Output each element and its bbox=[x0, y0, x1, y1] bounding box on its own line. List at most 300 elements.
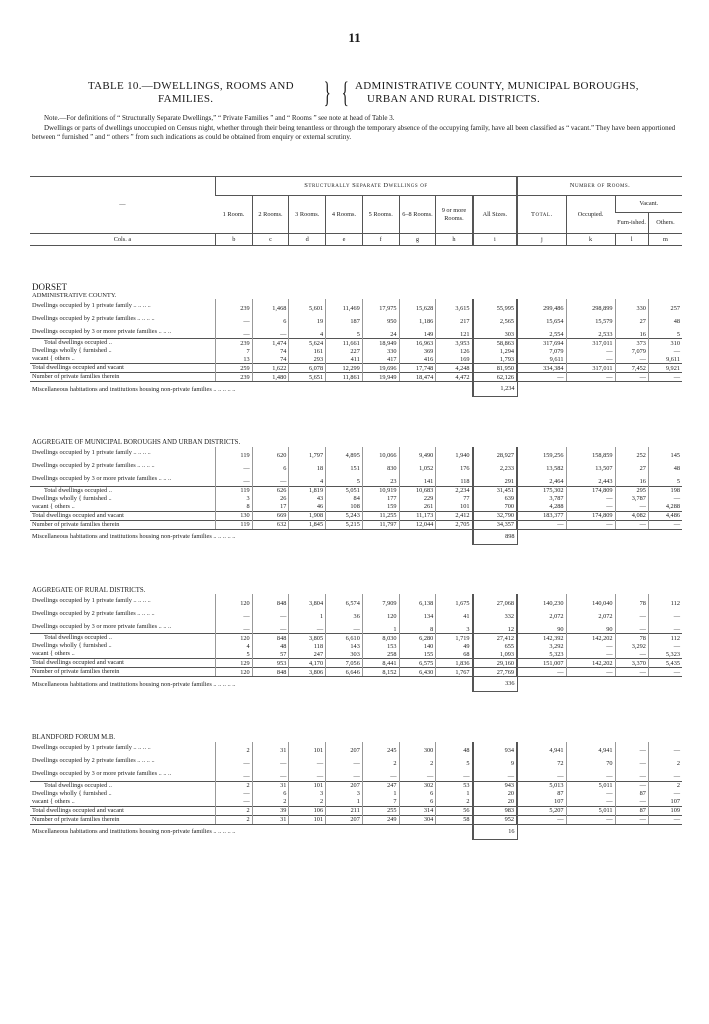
table-cell: 17,975 bbox=[362, 299, 399, 312]
row-label: Number of private families therein bbox=[30, 520, 215, 529]
row-label: vacant { others .. bbox=[32, 355, 75, 363]
table-cell: 207 bbox=[326, 742, 363, 755]
table-cell: 48 bbox=[252, 642, 289, 650]
vacant-header: Vacant. bbox=[615, 196, 682, 213]
section-heading bbox=[30, 439, 682, 447]
table-row bbox=[30, 473, 682, 487]
table-cell: 207 bbox=[326, 815, 363, 824]
table-cell: — bbox=[648, 620, 682, 634]
row-label: Dwellings occupied by 1 private family .. .. .. .. bbox=[32, 596, 151, 604]
table-cell: 12,299 bbox=[326, 364, 363, 373]
page-number: 11 bbox=[348, 30, 361, 45]
table-cell: 134 bbox=[399, 607, 436, 620]
table-cell: — bbox=[566, 815, 615, 824]
table-cell: 43 bbox=[289, 495, 326, 503]
col-header: 6–8 Rooms. bbox=[399, 196, 436, 234]
table-row bbox=[30, 650, 682, 659]
table-row bbox=[30, 755, 682, 768]
table-cell: 2,412 bbox=[436, 511, 473, 520]
note-definitions: Note.—For definitions of “ Structurally Separate Dwellings,” “ Private Families ” and “ Rooms ” see note at head of Table 3. bbox=[44, 114, 395, 122]
table-cell: 9,921 bbox=[648, 364, 682, 373]
col-letter: d bbox=[289, 234, 326, 246]
table-cell: 5 bbox=[648, 473, 682, 487]
table-cell: 310 bbox=[648, 339, 682, 348]
table-cell: 11,797 bbox=[362, 520, 399, 529]
table-cell: 108 bbox=[326, 503, 363, 512]
right-brace: } bbox=[323, 76, 331, 109]
table-row bbox=[30, 447, 682, 460]
table-cell: 1,294 bbox=[473, 347, 518, 355]
table-title bbox=[88, 80, 294, 106]
table-cell: 11,661 bbox=[326, 339, 363, 348]
table-cell: 48 bbox=[648, 460, 682, 473]
table-cell: 1 bbox=[289, 607, 326, 620]
table-cell: 9,490 bbox=[399, 447, 436, 460]
table-cell: 416 bbox=[399, 355, 436, 364]
table-cell: 247 bbox=[289, 650, 326, 659]
table-cell: 27,412 bbox=[473, 634, 518, 643]
row-label: vacant { others .. bbox=[32, 797, 75, 805]
table-cell: 56 bbox=[436, 806, 473, 815]
table-cell: 177 bbox=[362, 495, 399, 503]
table-cell: 1,836 bbox=[436, 659, 473, 668]
table-cell: 7 bbox=[362, 798, 399, 807]
table-cell: 417 bbox=[362, 355, 399, 364]
table-cell: — bbox=[215, 325, 252, 339]
table-cell: 1,819 bbox=[289, 486, 326, 495]
table-cell: 247 bbox=[362, 781, 399, 790]
table-cell: 1,186 bbox=[399, 312, 436, 325]
table-cell: 983 bbox=[473, 806, 518, 815]
table-scope bbox=[355, 80, 639, 106]
row-label: Dwellings wholly { furnished .. bbox=[32, 494, 112, 502]
table-row bbox=[30, 511, 682, 520]
col-header: Occupied. bbox=[566, 196, 615, 234]
table-cell: 1,908 bbox=[289, 511, 326, 520]
row-label: vacant { others .. bbox=[32, 650, 75, 658]
table-cell: 848 bbox=[252, 634, 289, 643]
table-cell: 1,940 bbox=[436, 447, 473, 460]
row-label: Number of private families therein bbox=[30, 815, 215, 824]
table-row bbox=[30, 768, 682, 782]
table-cell: 174,809 bbox=[566, 511, 615, 520]
table-cell: 1,474 bbox=[252, 339, 289, 348]
table-cell: 28,927 bbox=[473, 447, 518, 460]
table-cell: 140,230 bbox=[517, 594, 566, 607]
table-cell: 8 bbox=[399, 620, 436, 634]
table-cell: 77 bbox=[436, 495, 473, 503]
table-cell: — bbox=[648, 607, 682, 620]
table-cell: 2 bbox=[648, 755, 682, 768]
table-cell: 9,611 bbox=[517, 355, 566, 364]
table-cell: 112 bbox=[648, 634, 682, 643]
misc-row bbox=[30, 529, 682, 544]
table-cell: 12 bbox=[473, 620, 518, 634]
table-cell: 1,622 bbox=[252, 364, 289, 373]
table-cell: 55,995 bbox=[473, 299, 518, 312]
table-cell: — bbox=[615, 798, 648, 807]
table-cell: 5,624 bbox=[289, 339, 326, 348]
table-cell: 16,963 bbox=[399, 339, 436, 348]
table-cell: — bbox=[517, 668, 566, 677]
table-cell: 239 bbox=[215, 373, 252, 382]
table-cell: — bbox=[215, 607, 252, 620]
table-cell: 1,845 bbox=[289, 520, 326, 529]
table-cell: 9 bbox=[473, 755, 518, 768]
table-cell: 4 bbox=[289, 325, 326, 339]
table-cell: 36 bbox=[326, 607, 363, 620]
table-row bbox=[30, 373, 682, 382]
table-cell: 143 bbox=[326, 642, 363, 650]
table-cell: — bbox=[252, 473, 289, 487]
row-label: Total dwellings occupied .. bbox=[30, 339, 215, 348]
col-letter: g bbox=[399, 234, 436, 246]
table-cell: — bbox=[215, 768, 252, 782]
misc-row bbox=[30, 382, 682, 397]
table-cell: 8,152 bbox=[362, 668, 399, 677]
table-cell: 2 bbox=[399, 755, 436, 768]
table-row bbox=[30, 486, 682, 495]
table-cell: 632 bbox=[252, 520, 289, 529]
table-cell: 5 bbox=[326, 473, 363, 487]
row-label: Dwellings occupied by 3 or more private families .. .. .. bbox=[32, 475, 172, 483]
left-brace: { bbox=[341, 76, 349, 109]
misc-fill bbox=[517, 529, 682, 544]
row-label: Number of private families therein bbox=[30, 668, 215, 677]
section-name: BLANDFORD FORUM M.B. bbox=[32, 734, 116, 741]
table-cell: 11,861 bbox=[326, 373, 363, 382]
table-cell: — bbox=[252, 325, 289, 339]
table-cell: 5 bbox=[326, 325, 363, 339]
table-cell: — bbox=[615, 668, 648, 677]
table-cell: 1,480 bbox=[252, 373, 289, 382]
table-cell: 34,357 bbox=[473, 520, 518, 529]
gap-cell bbox=[30, 246, 682, 285]
table-cell: 261 bbox=[399, 503, 436, 512]
table-cell: 175,302 bbox=[517, 486, 566, 495]
col-header: 2 Rooms. bbox=[252, 196, 289, 234]
table-cell: 298,899 bbox=[566, 299, 615, 312]
row-label: Dwellings occupied by 1 private family .. .. .. .. bbox=[32, 301, 151, 309]
table-cell: 18 bbox=[289, 460, 326, 473]
table-cell: 255 bbox=[362, 806, 399, 815]
table-cell: 31 bbox=[252, 815, 289, 824]
table-cell: 373 bbox=[615, 339, 648, 348]
table-cell: 15,579 bbox=[566, 312, 615, 325]
table-cell: 207 bbox=[326, 781, 363, 790]
table-cell: 2 bbox=[252, 798, 289, 807]
table-cell: 151 bbox=[326, 460, 363, 473]
table-cell: — bbox=[252, 620, 289, 634]
table-cell: 6,430 bbox=[399, 668, 436, 677]
table-row bbox=[30, 347, 682, 355]
table-cell: — bbox=[648, 790, 682, 798]
table-cell: 5,651 bbox=[289, 373, 326, 382]
table-cell: 4,895 bbox=[326, 447, 363, 460]
note-vacant: Dwellings or parts of dwellings unoccupied on Census night, whether through their being tenantless or through the temporary absence of the occupying family, have all been classified as “ vacant.” They have been apportioned between “ furnished ” and “ others ” from such indications as could be obtained from enquiry or external scrutiny. bbox=[32, 124, 676, 141]
table-cell: 31 bbox=[252, 781, 289, 790]
table-title-line2: FAMILIES. bbox=[158, 93, 214, 105]
table-cell: 7,079 bbox=[517, 347, 566, 355]
table-cell: — bbox=[326, 755, 363, 768]
table-cell: 10,066 bbox=[362, 447, 399, 460]
table-cell: 3,787 bbox=[517, 495, 566, 503]
table-cell: 20 bbox=[473, 790, 518, 798]
table-cell: 142,202 bbox=[566, 634, 615, 643]
table-cell: 20 bbox=[473, 798, 518, 807]
table-cell: — bbox=[566, 520, 615, 529]
table-cell: 6 bbox=[252, 312, 289, 325]
table-cell: 300 bbox=[399, 742, 436, 755]
table-cell: — bbox=[648, 815, 682, 824]
table-cell: 943 bbox=[473, 781, 518, 790]
misc-row bbox=[30, 677, 682, 692]
row-label: Dwellings occupied by 2 private families .. .. .. .. bbox=[32, 462, 155, 470]
table-cell: 31 bbox=[252, 742, 289, 755]
table-cell: — bbox=[566, 642, 615, 650]
table-cell: 3,805 bbox=[289, 634, 326, 643]
col-header: 4 Rooms. bbox=[326, 196, 363, 234]
section-gap bbox=[30, 397, 682, 440]
table-row bbox=[30, 642, 682, 650]
table-cell: — bbox=[566, 668, 615, 677]
table-cell: — bbox=[615, 620, 648, 634]
table-cell: 78 bbox=[615, 594, 648, 607]
table-cell: 1,797 bbox=[289, 447, 326, 460]
table-cell: 6,575 bbox=[399, 659, 436, 668]
table-cell: 112 bbox=[648, 594, 682, 607]
table-cell: 7 bbox=[215, 347, 252, 355]
row-label: Dwellings occupied by 2 private families .. .. .. .. bbox=[32, 314, 155, 322]
table-cell: 24 bbox=[362, 325, 399, 339]
table-cell: — bbox=[517, 768, 566, 782]
table-cell: 11,469 bbox=[326, 299, 363, 312]
section-gap bbox=[30, 544, 682, 587]
table-cell: 159 bbox=[362, 503, 399, 512]
table-cell: 107 bbox=[648, 798, 682, 807]
col-header: 1 Room. bbox=[222, 210, 245, 218]
col-letter: f bbox=[362, 234, 399, 246]
table-cell: 6,646 bbox=[326, 668, 363, 677]
table-cell: 4 bbox=[289, 473, 326, 487]
table-cell: — bbox=[215, 620, 252, 634]
table-cell: 32,790 bbox=[473, 511, 518, 520]
table-cell: 58 bbox=[436, 815, 473, 824]
table-cell: — bbox=[615, 503, 648, 512]
table-cell: 700 bbox=[473, 503, 518, 512]
section-gap bbox=[30, 246, 682, 285]
table-cell: 70 bbox=[566, 755, 615, 768]
table-cell: — bbox=[615, 742, 648, 755]
column-letters-row bbox=[30, 234, 682, 246]
table-cell: 830 bbox=[362, 460, 399, 473]
table-cell: 23 bbox=[362, 473, 399, 487]
table-cell: 3,787 bbox=[615, 495, 648, 503]
table-cell: 334,384 bbox=[517, 364, 566, 373]
table-cell: 74 bbox=[252, 347, 289, 355]
table-cell: 3 bbox=[289, 790, 326, 798]
table-cell: 53 bbox=[436, 781, 473, 790]
table-cell: 239 bbox=[215, 339, 252, 348]
table-row bbox=[30, 339, 682, 348]
table-cell: 118 bbox=[436, 473, 473, 487]
table-cell: — bbox=[566, 768, 615, 782]
table-cell: 3,804 bbox=[289, 594, 326, 607]
table-cell: — bbox=[566, 373, 615, 382]
table-cell: 252 bbox=[615, 447, 648, 460]
note bbox=[32, 114, 692, 143]
table-cell: — bbox=[215, 460, 252, 473]
table-cell: 5,435 bbox=[648, 659, 682, 668]
table-cell: 5,011 bbox=[566, 806, 615, 815]
table-cell: 4,486 bbox=[648, 511, 682, 520]
table-cell: 4 bbox=[215, 642, 252, 650]
table-cell: 5 bbox=[648, 325, 682, 339]
table-row bbox=[30, 620, 682, 634]
table-cell: — bbox=[215, 473, 252, 487]
gap-cell bbox=[30, 692, 682, 735]
table-cell: 119 bbox=[215, 520, 252, 529]
table-cell: 2 bbox=[215, 815, 252, 824]
table-row bbox=[30, 607, 682, 620]
col-header: 9 or more Rooms. bbox=[436, 196, 473, 234]
table-cell: 29,160 bbox=[473, 659, 518, 668]
col-letter: m bbox=[648, 234, 682, 246]
table-cell: 1 bbox=[326, 798, 363, 807]
table-cell: 934 bbox=[473, 742, 518, 755]
table-cell: — bbox=[399, 768, 436, 782]
table-cell: 1,719 bbox=[436, 634, 473, 643]
section-name: DORSET bbox=[32, 282, 68, 292]
table-cell: 291 bbox=[473, 473, 518, 487]
table-cell: — bbox=[648, 668, 682, 677]
table-cell: 16 bbox=[615, 473, 648, 487]
table-cell: 155 bbox=[399, 650, 436, 659]
table-cell: 9,611 bbox=[648, 355, 682, 364]
row-label: Total dwellings occupied .. bbox=[30, 781, 215, 790]
table-cell: 3 bbox=[215, 495, 252, 503]
table-cell: 68 bbox=[436, 650, 473, 659]
table-cell: — bbox=[215, 790, 252, 798]
table-cell: — bbox=[215, 798, 252, 807]
stub-header: — bbox=[119, 201, 126, 209]
table-cell: 6,280 bbox=[399, 634, 436, 643]
table-cell: 142,202 bbox=[566, 659, 615, 668]
table-cell: 141 bbox=[399, 473, 436, 487]
col-header: 5 Rooms. bbox=[362, 196, 399, 234]
table-row bbox=[30, 659, 682, 668]
table-cell: 151,007 bbox=[517, 659, 566, 668]
misc-fill bbox=[517, 824, 682, 839]
table-cell: 952 bbox=[473, 815, 518, 824]
misc-row bbox=[30, 824, 682, 839]
table-cell: 302 bbox=[399, 781, 436, 790]
table-cell: 130 bbox=[215, 511, 252, 520]
table-cell: — bbox=[615, 520, 648, 529]
table-row bbox=[30, 520, 682, 529]
table-cell: 169 bbox=[436, 355, 473, 364]
table-cell: 17,748 bbox=[399, 364, 436, 373]
table-cell: 2 bbox=[289, 798, 326, 807]
table-cell: 211 bbox=[326, 806, 363, 815]
table-cell: 5,207 bbox=[517, 806, 566, 815]
col-header: Furn-ished. bbox=[617, 219, 646, 227]
table-cell: 5,601 bbox=[289, 299, 326, 312]
misc-value: 898 bbox=[473, 529, 518, 544]
table-cell: 1,052 bbox=[399, 460, 436, 473]
table-cell: — bbox=[566, 347, 615, 355]
table-cell: 62,126 bbox=[473, 373, 518, 382]
table-cell: 8,441 bbox=[362, 659, 399, 668]
table-cell: — bbox=[648, 768, 682, 782]
table-row bbox=[30, 594, 682, 607]
table-cell: 87 bbox=[615, 806, 648, 815]
row-label: Total dwellings occupied .. bbox=[30, 486, 215, 495]
table-cell: 245 bbox=[362, 742, 399, 755]
table-cell: 304 bbox=[399, 815, 436, 824]
misc-label: Miscellaneous habitations and institutions housing non-private families .. .. .. .. .. bbox=[32, 680, 236, 688]
table-cell: 330 bbox=[362, 347, 399, 355]
table-cell: 19,949 bbox=[362, 373, 399, 382]
table-cell: 58,863 bbox=[473, 339, 518, 348]
table-cell: 3,292 bbox=[517, 642, 566, 650]
table-row bbox=[30, 790, 682, 798]
group-header-rooms: Number of Rooms. bbox=[517, 177, 682, 196]
table-cell: 4,170 bbox=[289, 659, 326, 668]
table-cell: — bbox=[566, 495, 615, 503]
row-label: Dwellings occupied by 2 private families .. .. .. .. bbox=[32, 757, 155, 765]
table-cell: 12,044 bbox=[399, 520, 436, 529]
table-cell: 369 bbox=[399, 347, 436, 355]
misc-label: Miscellaneous habitations and institutions housing non-private families .. .. .. .. .. bbox=[32, 385, 236, 393]
table-cell: 6,138 bbox=[399, 594, 436, 607]
table-scope-line1: ADMINISTRATIVE COUNTY, MUNICIPAL BOROUGHS, bbox=[355, 80, 639, 92]
table-cell: — bbox=[615, 607, 648, 620]
table-cell: 107 bbox=[517, 798, 566, 807]
table-cell: — bbox=[566, 798, 615, 807]
row-label: Dwellings occupied by 3 or more private families .. .. .. bbox=[32, 770, 172, 778]
table-cell: 655 bbox=[473, 642, 518, 650]
section-gap bbox=[30, 692, 682, 735]
table-cell: 3 bbox=[436, 620, 473, 634]
table-cell: 217 bbox=[436, 312, 473, 325]
table-cell: 16 bbox=[615, 325, 648, 339]
table-cell: — bbox=[648, 495, 682, 503]
table-cell: 7,056 bbox=[326, 659, 363, 668]
table-cell: 13 bbox=[215, 355, 252, 364]
table-cell: — bbox=[252, 607, 289, 620]
table-cell: — bbox=[252, 768, 289, 782]
table-cell: 15,654 bbox=[517, 312, 566, 325]
table-cell: 5,011 bbox=[566, 781, 615, 790]
table-cell: 2,072 bbox=[566, 607, 615, 620]
table-cell: 41 bbox=[436, 607, 473, 620]
table-cell: 258 bbox=[362, 650, 399, 659]
col-letter: e bbox=[326, 234, 363, 246]
table-cell: 126 bbox=[436, 347, 473, 355]
table-cell: — bbox=[215, 312, 252, 325]
table-cell: 87 bbox=[615, 790, 648, 798]
table-cell: — bbox=[615, 650, 648, 659]
table-cell: 101 bbox=[436, 503, 473, 512]
table-cell: 1,093 bbox=[473, 650, 518, 659]
section-name: AGGREGATE OF MUNICIPAL BOROUGHS AND URBAN DISTRICTS. bbox=[32, 439, 241, 446]
table-cell: 145 bbox=[648, 447, 682, 460]
row-label: Total dwellings occupied and vacant bbox=[30, 806, 215, 815]
table-cell: 15,628 bbox=[399, 299, 436, 312]
row-label: Total dwellings occupied .. bbox=[30, 634, 215, 643]
table-cell: 8 bbox=[215, 503, 252, 512]
